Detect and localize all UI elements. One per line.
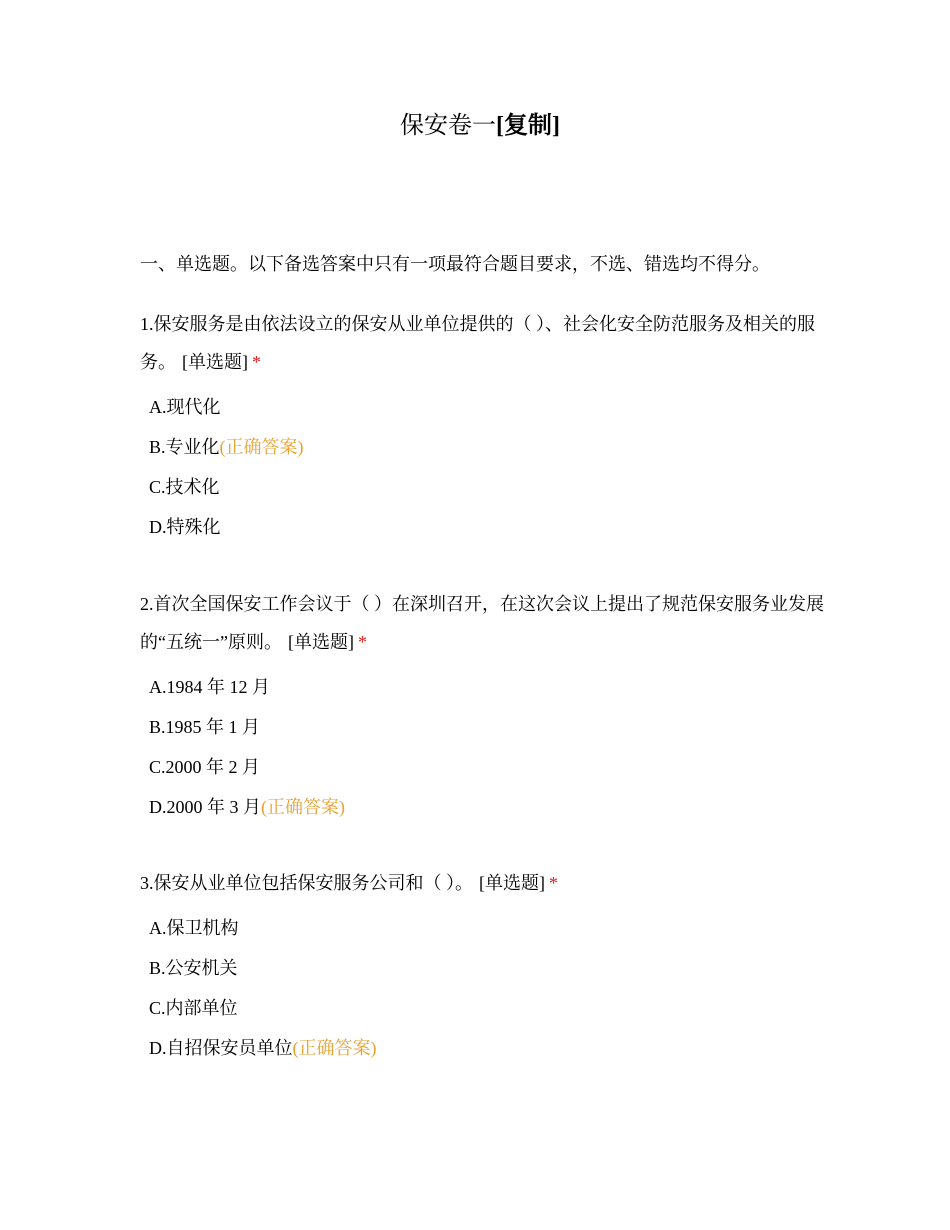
question-stem: 3.保安从业单位包括保安服务公司和（ ）。 bbox=[140, 873, 473, 893]
option-c bbox=[140, 747, 830, 787]
correct-answer-note: (正确答案) bbox=[292, 1038, 377, 1058]
option-label: C.技术化 bbox=[149, 477, 220, 497]
question-text bbox=[140, 864, 830, 902]
question-2 bbox=[140, 585, 830, 827]
option-list bbox=[140, 667, 830, 827]
option-d bbox=[140, 1028, 830, 1068]
title-main: 保安卷一 bbox=[400, 113, 496, 139]
option-d bbox=[140, 787, 830, 827]
required-mark: * bbox=[549, 873, 558, 893]
option-a bbox=[140, 387, 830, 427]
question-type-label: [单选题] bbox=[287, 632, 354, 652]
correct-answer-note: (正确答案) bbox=[261, 797, 345, 817]
question-type-label: [单选题] bbox=[479, 873, 545, 893]
option-label: C.2000 年 2 月 bbox=[149, 757, 261, 777]
option-d bbox=[140, 507, 830, 547]
option-list bbox=[140, 387, 830, 547]
option-label: B.1985 年 1 月 bbox=[149, 717, 261, 737]
option-label: A.现代化 bbox=[149, 397, 221, 417]
question-1 bbox=[140, 305, 830, 547]
option-a bbox=[140, 667, 830, 707]
title-copy-tag: [复制] bbox=[496, 113, 560, 139]
option-a bbox=[140, 908, 830, 948]
correct-answer-note: (正确答案) bbox=[219, 437, 304, 457]
required-mark: * bbox=[357, 632, 367, 652]
option-label: A.1984 年 12 月 bbox=[149, 677, 270, 697]
option-label: D.特殊化 bbox=[149, 517, 221, 537]
question-stem: 1.保安服务是由依法设立的保安从业单位提供的（ ）、社会化安全防范服务及相关的服务。 bbox=[140, 314, 815, 372]
section-heading: 一、单选题。以下备选答案中只有一项最符合题目要求，不选、错选均不得分。 bbox=[140, 254, 770, 274]
question-3 bbox=[140, 864, 830, 1068]
question-text bbox=[140, 585, 830, 661]
option-c bbox=[140, 467, 830, 507]
question-stem: 2.首次全国保安工作会议于（ ）在深圳召开，在这次会议上提出了规范保安服务业发展的“五统一”原则。 bbox=[140, 594, 824, 652]
required-mark: * bbox=[252, 352, 261, 372]
option-label: C.内部单位 bbox=[149, 998, 238, 1018]
option-label: B.公安机关 bbox=[149, 958, 238, 978]
question-text bbox=[140, 305, 830, 381]
option-label: B.专业化 bbox=[149, 437, 220, 457]
option-label: A.保卫机构 bbox=[149, 918, 239, 938]
question-type-label: [单选题] bbox=[182, 352, 248, 372]
option-label: D.自招保安员单位 bbox=[149, 1038, 293, 1058]
option-b bbox=[140, 948, 830, 988]
option-label: D.2000 年 3 月 bbox=[149, 797, 261, 817]
option-list bbox=[140, 908, 830, 1068]
document-title bbox=[0, 108, 950, 144]
option-c bbox=[140, 988, 830, 1028]
option-b bbox=[140, 707, 830, 747]
option-b bbox=[140, 427, 830, 467]
